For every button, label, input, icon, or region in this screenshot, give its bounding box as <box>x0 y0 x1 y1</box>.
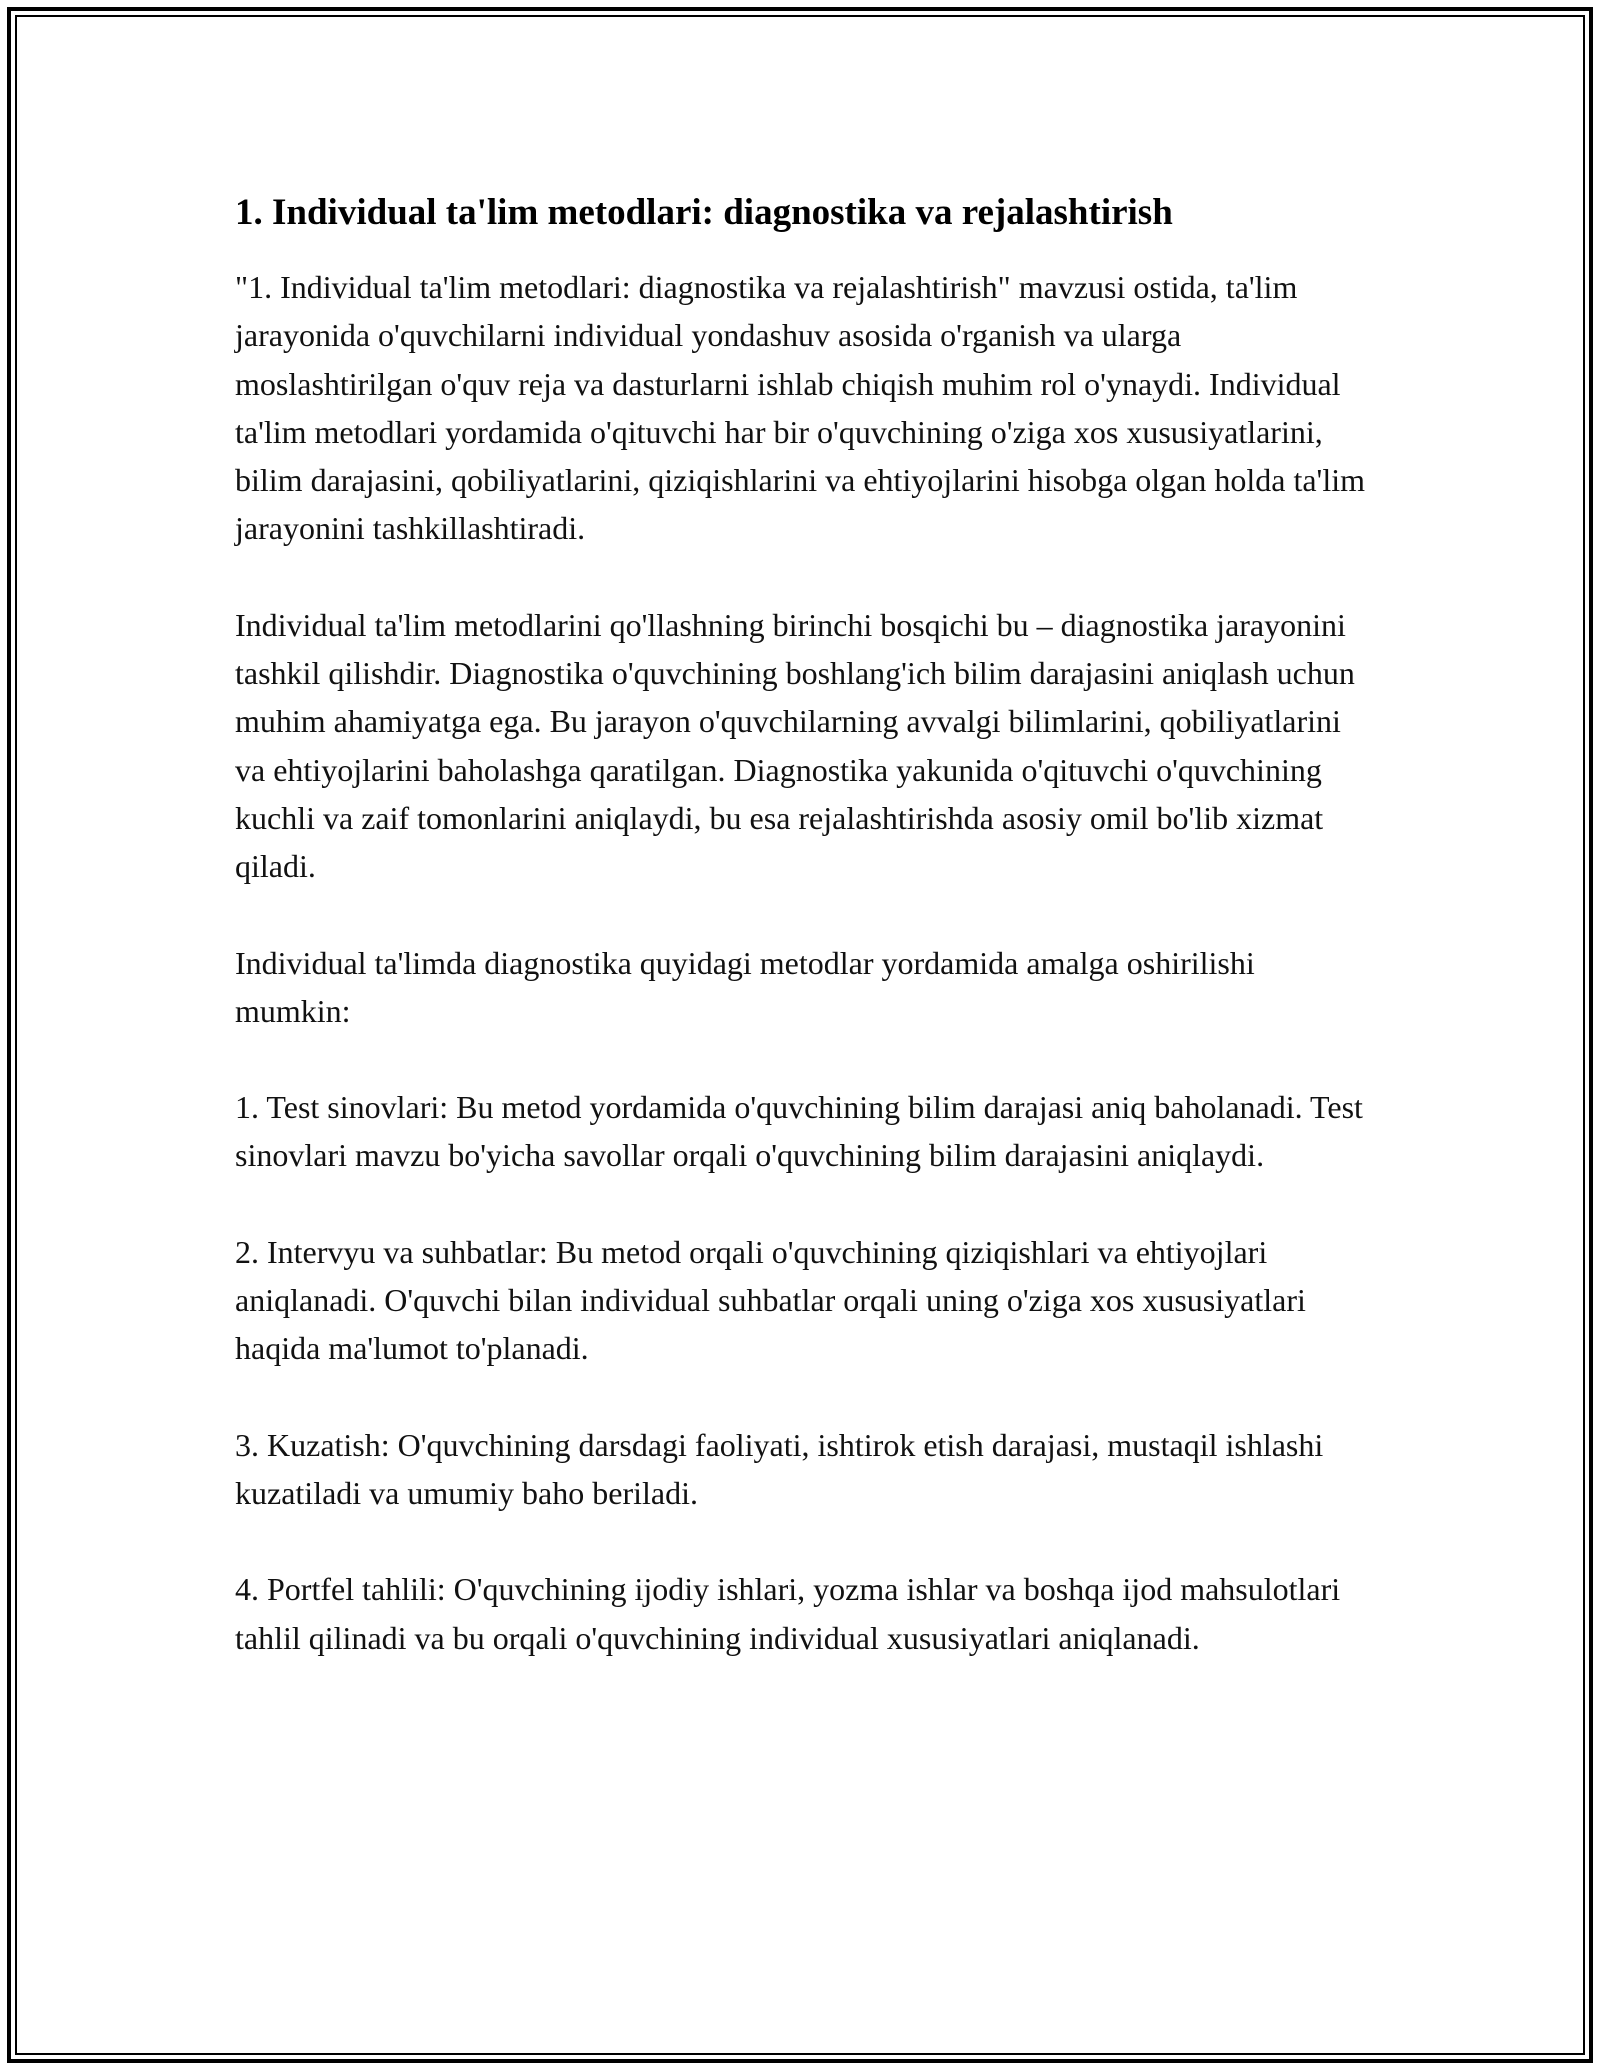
intro-paragraph: "1. Individual ta'lim metodlari: diagnostika va rejalashtirish" mavzusi ostida, ta'lim jarayonida o'quvchilarni individual yondashuv asosida o'rganish va ularga moslashtirilgan o'quv reja va dasturlarni ishlab chiqish muhim rol o'ynaydi. Individual ta'lim metodlari yordamida o'qituvchi har bir o'quvchining o'ziga xos xususiyatlarini, bilim darajasini, qobiliyatlarini, qiziqishlarini va ehtiyojlarini hisobga olgan holda ta'lim jarayonini tashkillashtiradi. <box>235 269 1365 547</box>
list-item-tests: 1. Test sinovlari: Bu metod yordamida o'quvchining bilim darajasi aniq baholanadi. Test sinovlari mavzu bo'yicha savollar orqali o'quvchining bilim darajasini aniqlaydi. <box>235 1089 1363 1174</box>
diagnostics-paragraph: Individual ta'lim metodlarini qo'llashning birinchi bosqichi bu – diagnostika jarayonini tashkil qilishdir. Diagnostika o'quvchining boshlang'ich bilim darajasini aniqlash uchun muhim ahamiyatga ega. Bu jarayon o'quvchilarning avvalgi bilimlarini, qobiliyatlarini va ehtiyojlarini baholashga qaratilgan. Diagnostika yakunida o'qituvchi o'quvchining kuchli va zaif tomonlarini aniqlaydi, bu esa rejalashtirishda asosiy omil bo'lib xizmat qiladi. <box>235 606 1355 885</box>
methods-intro-paragraph: Individual ta'limda diagnostika quyidagi metodlar yordamida amalga oshirilishi mumkin: <box>235 944 1255 1029</box>
list-item-interviews: 2. Intervyu va suhbatlar: Bu metod orqali o'quvchining qiziqishlari va ehtiyojlari aniqlanadi. O'quvchi bilan individual suhbatlar orqali uning o'ziga xos xususiyatlari haqida ma'lumot to'planadi. <box>235 1233 1306 1367</box>
list-item-observation: 3. Kuzatish: O'quvchining darsdagi faoliyati, ishtirok etish darajasi, mustaqil ishlashi kuzatiladi va umumiy baho beriladi. <box>235 1426 1324 1511</box>
page-title: 1. Individual ta'lim metodlari: diagnostika va rejalashtirish <box>235 192 1173 233</box>
document-body <box>235 185 1375 1710</box>
list-item-portfolio: 4. Portfel tahlili: O'quvchining ijodiy ishlari, yozma ishlar va boshqa ijod mahsulotlari tahlil qilinadi va bu orqali o'quvchining individual xususiyatlari aniqlanadi. <box>235 1571 1341 1656</box>
